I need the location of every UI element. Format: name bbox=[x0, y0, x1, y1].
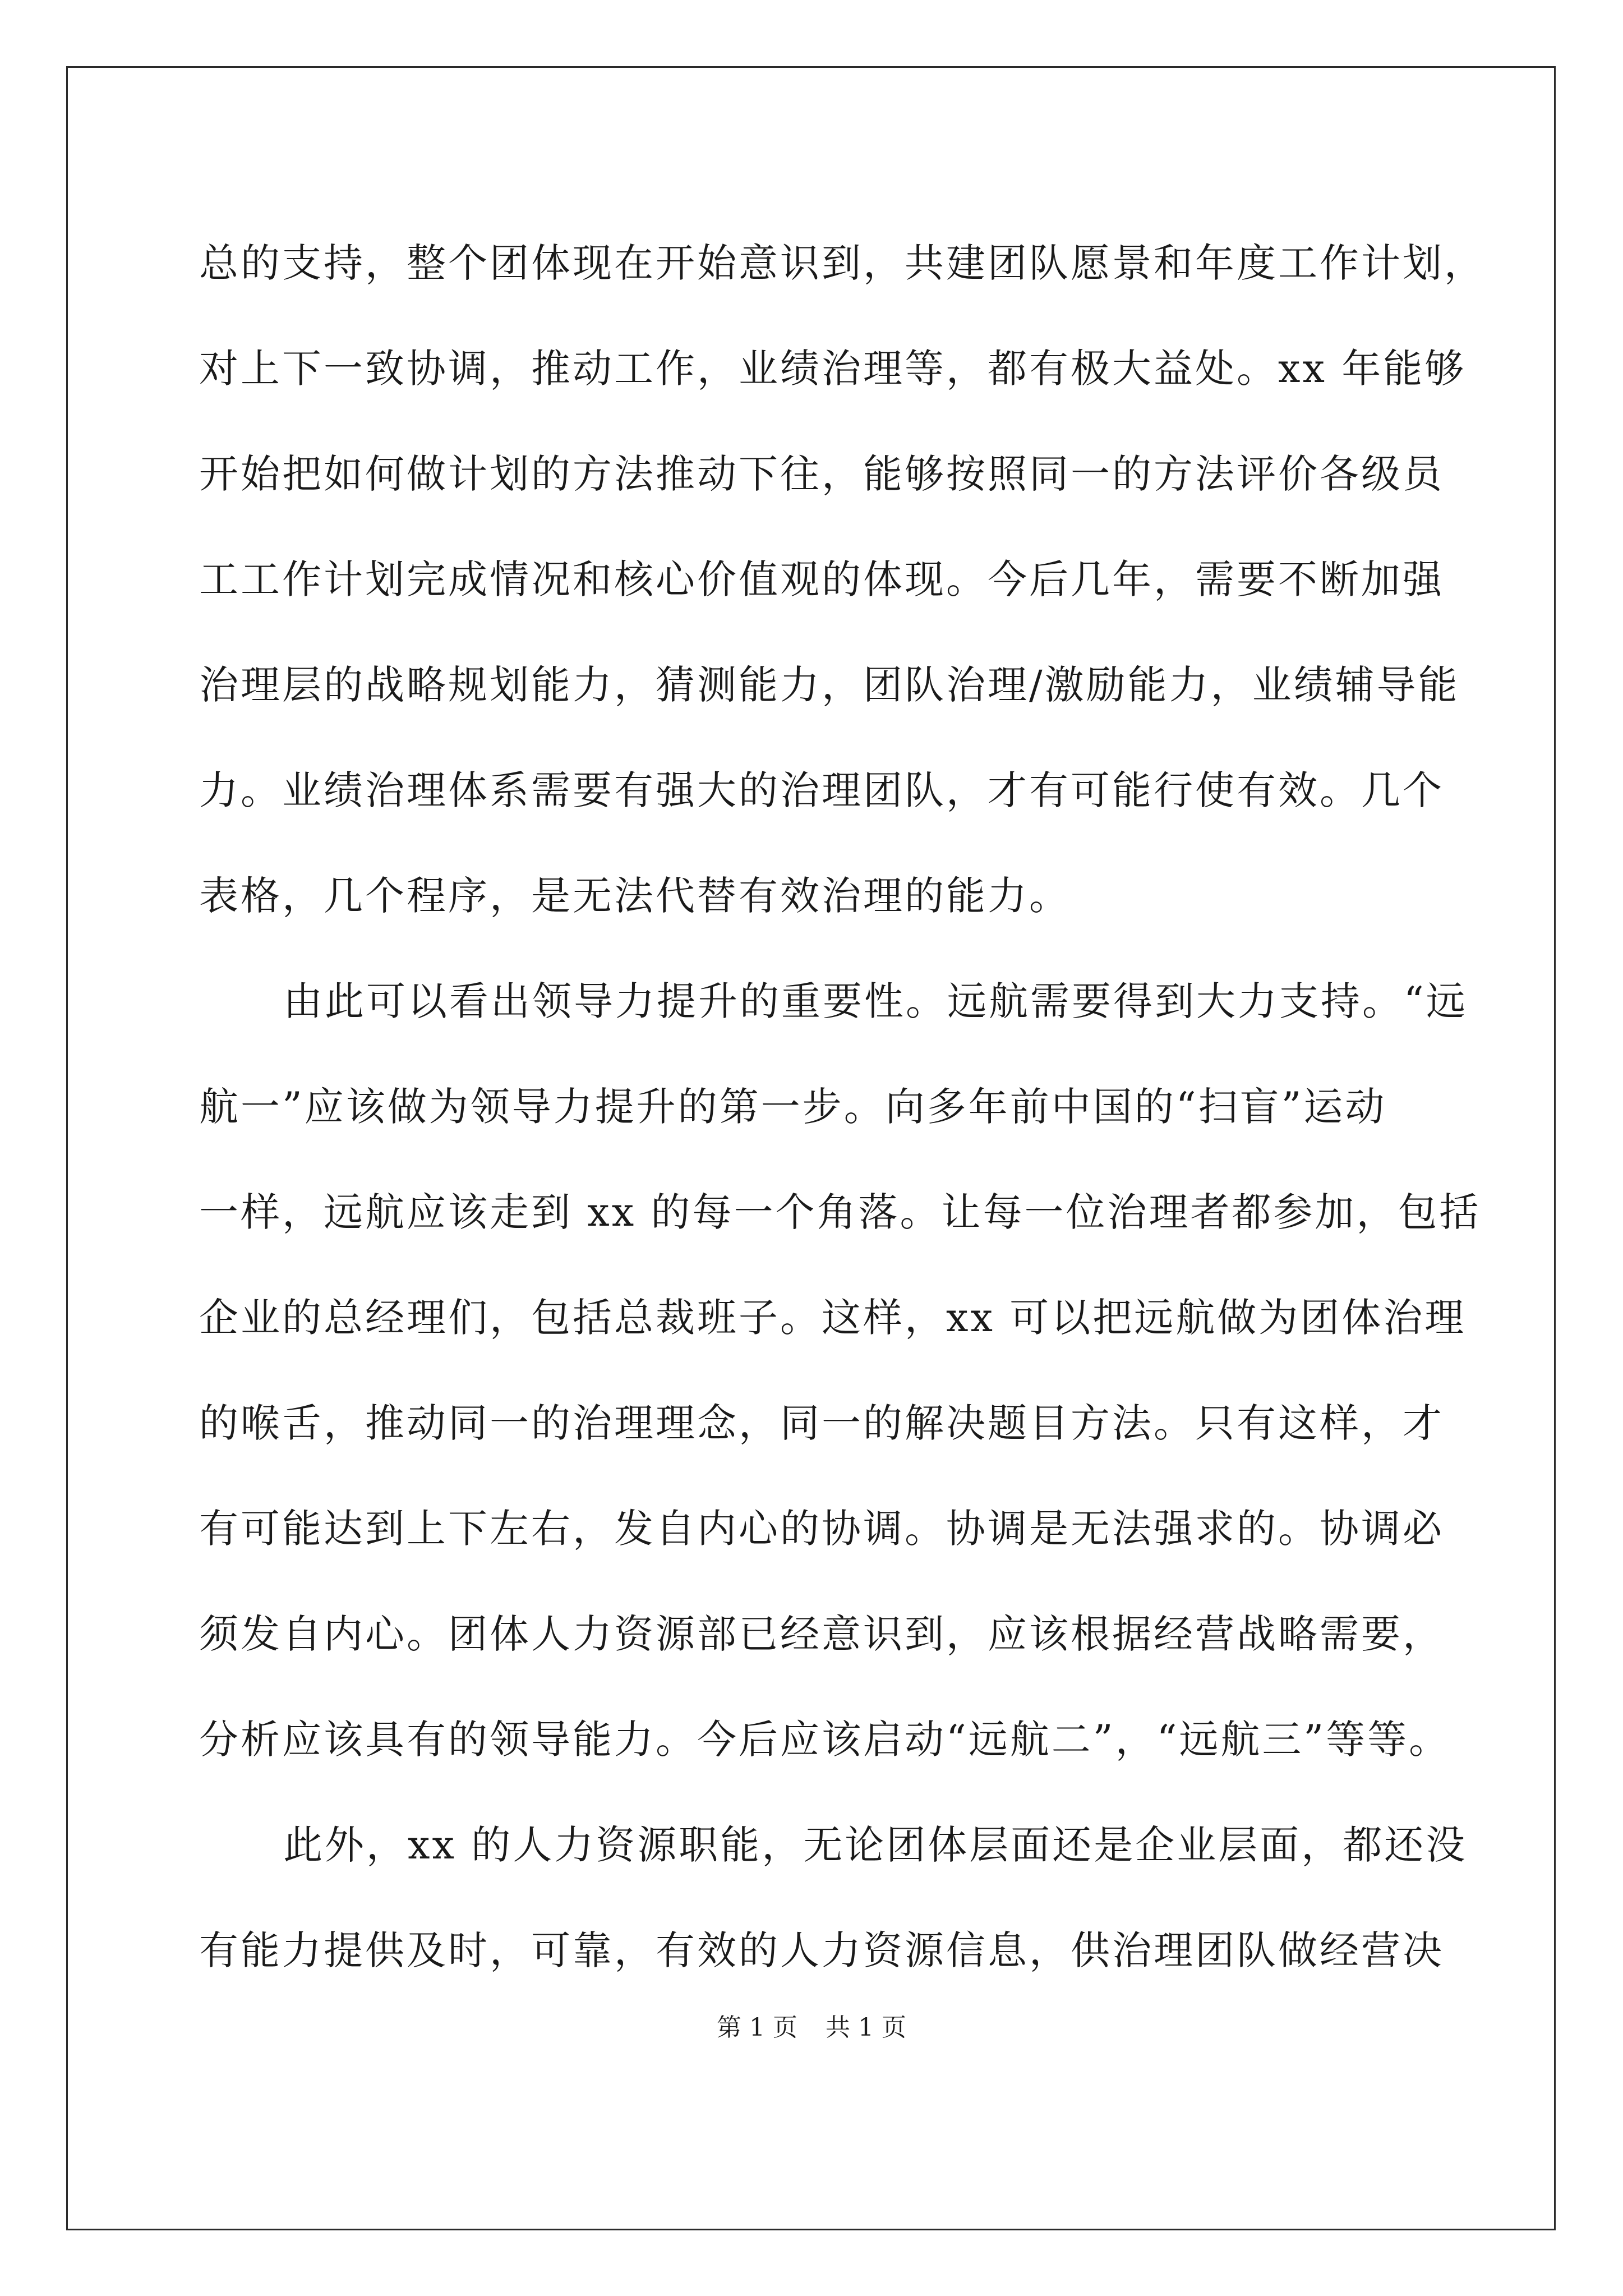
text-line: 表格，几个程序，是无法代替有效治理的能力。 bbox=[199, 873, 1071, 919]
text-line: 有能力提供及时，可靠，有效的人力资源信息，供治理团队做经营决 bbox=[199, 1927, 1444, 1973]
text-line: 须发自内心。团体人力资源部已经意识到，应该根据经营战略需要， bbox=[199, 1611, 1444, 1657]
text-line: 的喉舌，推动同一的治理理念，同一的解决题目方法。只有这样，才 bbox=[199, 1400, 1444, 1446]
text-line: 治理层的战略规划能力，猜测能力，团队治理/激励能力，业绩辅导能 bbox=[199, 662, 1460, 708]
text-line: 开始把如何做计划的方法推动下往，能够按照同一的方法评价各级员 bbox=[199, 451, 1444, 497]
text-line: 对上下一致协调，推动工作，业绩治理等，都有极大益处。xx 年能够 bbox=[199, 346, 1467, 392]
document-body bbox=[199, 210, 1486, 2003]
page-footer bbox=[0, 2011, 1623, 2045]
text-line: 企业的总经理们，包括总裁班子。这样，xx 可以把远航做为团体治理 bbox=[199, 1295, 1467, 1341]
text-line: 力。业绩治理体系需要有强大的治理团队，才有可能行使有效。几个 bbox=[199, 767, 1444, 813]
page-number-current: 第 1 页 bbox=[717, 2013, 797, 2042]
page-number-total: 共 1 页 bbox=[826, 2013, 906, 2042]
text-line: 分析应该具有的领导能力。今后应该启动“远航二”，“远航三”等等。 bbox=[199, 1717, 1451, 1763]
text-line: 有可能达到上下左右，发自内心的协调。协调是无法强求的。协调必 bbox=[199, 1506, 1444, 1552]
paragraph-start-line: 由此可以看出领导力提升的重要性。远航需要得到大力支持。“远 bbox=[283, 978, 1468, 1024]
text-line: 航一”应该做为领导力提升的第一步。向多年前中国的“扫盲”运动 bbox=[199, 1084, 1387, 1130]
text-line: 总的支持，整个团体现在开始意识到，共建团队愿景和年度工作计划， bbox=[199, 240, 1486, 286]
text-line: 工工作计划完成情况和核心价值观的体现。今后几年，需要不断加强 bbox=[199, 556, 1444, 602]
paragraph-start-line: 此外，xx 的人力资源职能，无论团体层面还是企业层面，都还没 bbox=[283, 1822, 1468, 1868]
text-line: 一样，远航应该走到 xx 的每一个角落。让每一位治理者都参加，包括 bbox=[199, 1189, 1481, 1235]
